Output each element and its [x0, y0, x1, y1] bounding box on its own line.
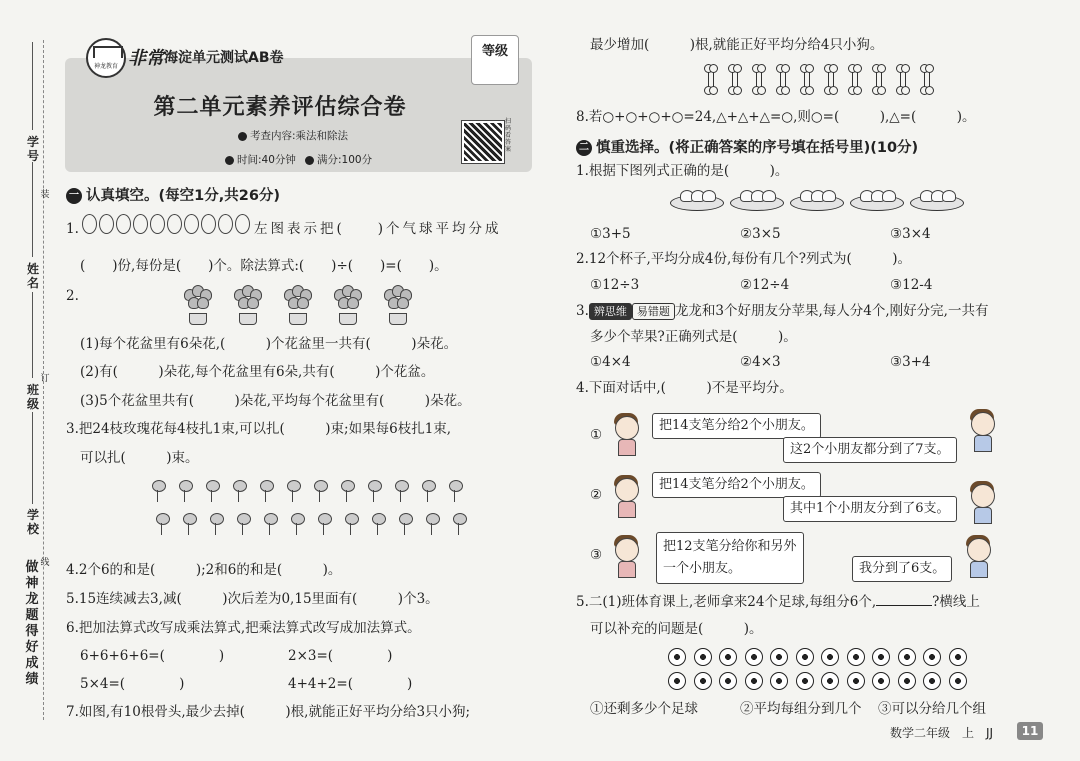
page-number: 11 [1017, 722, 1043, 740]
r1-option-a: ①3+5 [590, 226, 631, 242]
bone-icon [752, 64, 765, 94]
football-icon [668, 648, 686, 666]
q6-a: 6+6+6+6=( ) [80, 648, 225, 664]
rose-icon [397, 513, 413, 535]
q4: 4.2个6的和是( );2和6的和是( )。 [66, 562, 342, 578]
r3-line2: 多少个苹果?正确列式是( )。 [590, 329, 797, 345]
r3-option-a: ①4×4 [590, 354, 631, 370]
r2-option-a: ①12÷3 [590, 277, 640, 293]
brand: 非常 [128, 48, 164, 69]
r5-option-a: ①还剩多少个足球 [590, 701, 698, 717]
answer-line [32, 292, 33, 378]
bone-icon [728, 64, 741, 94]
football-icon [796, 648, 814, 666]
score-icon [305, 156, 314, 165]
football-icon [796, 672, 814, 690]
q2-part3: (3)5个花盆里共有( )朵花,平均每个花盆里有( )朵花。 [80, 393, 471, 409]
boy-figure [966, 408, 998, 452]
football-icon [923, 672, 941, 690]
q2-part2: (2)有( )朵花,每个花盆里有6朵,共有( )个花盆。 [80, 364, 435, 380]
rose-icon [258, 480, 274, 502]
rose-icon [208, 513, 224, 535]
binding-mark: 订 [40, 374, 50, 384]
rose-icon [393, 480, 409, 502]
name-label: 姓名 [26, 262, 39, 290]
q8: 8.若○+○+○+○=24,△+△+△=○,则○=( ),△=( )。 [576, 109, 976, 125]
r3-option-b: ②4×3 [740, 354, 781, 370]
rose-icon [177, 480, 193, 502]
school-label: 学校 [26, 508, 39, 536]
football-icon [821, 648, 839, 666]
binding-mark: 装 [40, 190, 50, 200]
dialogue-3-question: 把12支笔分给你和另外 一个小朋友。 [656, 532, 804, 584]
dialogue-3-answer: 我分到了6支。 [852, 556, 952, 582]
plate-of-buns [790, 188, 844, 212]
girl-figure [610, 412, 642, 456]
blank-line [876, 593, 932, 606]
time-info: 时间:40分钟 [225, 152, 296, 167]
rose-icon [370, 513, 386, 535]
q5: 5.15连续减去3,减( )次后差为0,15里面有( )个3。 [66, 591, 439, 607]
bone-icon [824, 64, 837, 94]
q2-part1: (1)每个花盆里有6朵花,( )个花盆里一共有( )朵花。 [80, 336, 458, 352]
q2-number: 2. [66, 288, 79, 304]
r2: 2.12个杯子,平均分成4份,每份有几个?列式为( )。 [576, 251, 912, 267]
rose-icon [312, 480, 328, 502]
r5-option-c: ③可以分给几个组 [878, 701, 986, 717]
series-name: 海淀单元测试AB卷 [164, 50, 284, 66]
info-icon [238, 132, 247, 141]
slogan: 做神龙题 得好成绩 [25, 560, 39, 687]
grade-box [471, 35, 519, 85]
q6-d: 4+4+2=( ) [288, 676, 413, 692]
r1-option-c: ③3×4 [890, 226, 931, 242]
girl-figure [610, 534, 642, 578]
answer-line [32, 42, 33, 130]
football-icon [719, 672, 737, 690]
bone-icon [848, 64, 861, 94]
r5-line2: 可以补充的问题是( )。 [590, 621, 763, 637]
page-title: 第二单元素养评估综合卷 [153, 95, 407, 120]
football-icon [770, 672, 788, 690]
q1-line2: ( )份,每份是( )个。除法算式:( )÷( )=( )。 [80, 258, 448, 274]
rose-icon [204, 480, 220, 502]
thinking-tag: 辨思维 [589, 303, 632, 320]
q3-line2: 可以扎( )束。 [80, 450, 199, 466]
dialogue-2-answer: 其中1个小朋友分到了6支。 [783, 496, 957, 522]
score-info: 满分:100分 [305, 152, 372, 167]
r4: 4.下面对话中,( )不是平均分。 [576, 380, 793, 396]
rose-icon [339, 480, 355, 502]
rose-icon [154, 513, 170, 535]
balloons [82, 214, 252, 238]
rose-icon [451, 513, 467, 535]
q6-c: 5×4=( ) [80, 676, 185, 692]
answer-line [32, 412, 33, 504]
grade-label: 等级 [481, 44, 508, 59]
football-icon [745, 648, 763, 666]
bone-icon [872, 64, 885, 94]
boy-figure [962, 534, 994, 578]
rose-icon [150, 480, 166, 502]
rose-icon [285, 480, 301, 502]
dialogue-1-marker: ① [590, 427, 603, 443]
rose-icon [420, 480, 436, 502]
r2-option-c: ③12-4 [890, 277, 933, 293]
r1: 1.根据下图列式正确的是( )。 [576, 163, 789, 179]
r2-option-b: ②12÷4 [740, 277, 790, 293]
q1-text: 左图表示把( )个气球平均分成 [254, 221, 502, 237]
dialogue-2-marker: ② [590, 487, 603, 503]
q7-continued: 最少增加( )根,就能正好平均分给4只小狗。 [590, 37, 884, 53]
r5: 5.二(1)班体育课上,老师拿来24个足球,每组分6个, ?横线上 [576, 594, 980, 610]
r5-option-b: ②平均每组分到几个 [740, 701, 862, 717]
plate-of-buns [670, 188, 724, 212]
rose-icon [424, 513, 440, 535]
boy-figure [966, 480, 998, 524]
football-icon [949, 672, 967, 690]
football-icon [872, 672, 890, 690]
football-icon [949, 648, 967, 666]
plate-of-buns [910, 188, 964, 212]
bone-icon [776, 64, 789, 94]
binding-mark: 线 [40, 558, 50, 568]
rose-icon [316, 513, 332, 535]
football-icon [694, 648, 712, 666]
rose-icon [289, 513, 305, 535]
q3-line1: 3.把24枝玫瑰花每4枝扎1束,可以扎( )束;如果每6枝扎1束, [66, 421, 452, 437]
football-icon [719, 648, 737, 666]
rose-icon [447, 480, 463, 502]
logo: 神龙教育 [86, 38, 126, 78]
football-icon [847, 672, 865, 690]
section-2-title: 二 慎重选择。(将正确答案的序号填在括号里)(10分) [576, 136, 918, 157]
answer-line [32, 162, 33, 257]
clock-icon [225, 156, 234, 165]
qr-code[interactable] [462, 121, 504, 163]
bone-icon [800, 64, 813, 94]
q7: 7.如图,有10根骨头,最少去掉( )根,就能正好平均分给3只小狗; [66, 704, 471, 720]
rose-icon [366, 480, 382, 502]
q6: 6.把加法算式改写成乘法算式,把乘法算式改写成加法算式。 [66, 620, 421, 636]
rose-icon [343, 513, 359, 535]
football-icon [847, 648, 865, 666]
rose-icon [235, 513, 251, 535]
football-icon [668, 672, 686, 690]
girl-figure [610, 474, 642, 518]
dialogue-2-question: 把14支笔分给2个小朋友。 [652, 472, 821, 498]
football-icon [898, 648, 916, 666]
content-info: 考查内容:乘法和除法 [238, 128, 348, 143]
football-icon [923, 648, 941, 666]
footer-subject: 数学二年级 上 JJ [890, 726, 994, 740]
class-label: 班级 [26, 383, 39, 411]
football-icon [821, 672, 839, 690]
football-icon [898, 672, 916, 690]
bone-icon [920, 64, 933, 94]
section-1-title: 一 认真填空。(每空1分,共26分) [66, 184, 280, 205]
bone-icon [896, 64, 909, 94]
r3: 3. 辨思维 易错题 龙龙和3个好朋友分苹果,每人分4个,刚好分完,一共有 [576, 303, 989, 319]
football-icon [872, 648, 890, 666]
plate-of-buns [850, 188, 904, 212]
dialogue-3-marker: ③ [590, 547, 603, 563]
dialogue-1-question: 把14支笔分给2个小朋友。 [652, 413, 821, 439]
dialogue-1-answer: 这2个小朋友都分到了7支。 [783, 437, 957, 463]
error-prone-tag: 易错题 [632, 303, 675, 320]
q6-b: 2×3=( ) [288, 648, 393, 664]
qr-caption: 扫码看答案 [505, 118, 512, 153]
football-icon [694, 672, 712, 690]
football-icon [745, 672, 763, 690]
football-icon [770, 648, 788, 666]
rose-icon [231, 480, 247, 502]
r3-option-c: ③3+4 [890, 354, 931, 370]
r1-option-b: ②3×5 [740, 226, 781, 242]
bone-icon [704, 64, 717, 94]
plate-of-buns [730, 188, 784, 212]
rose-icon [181, 513, 197, 535]
q1-number: 1. [66, 221, 79, 237]
rose-icon [262, 513, 278, 535]
student-id-label: 学号 [26, 135, 39, 163]
